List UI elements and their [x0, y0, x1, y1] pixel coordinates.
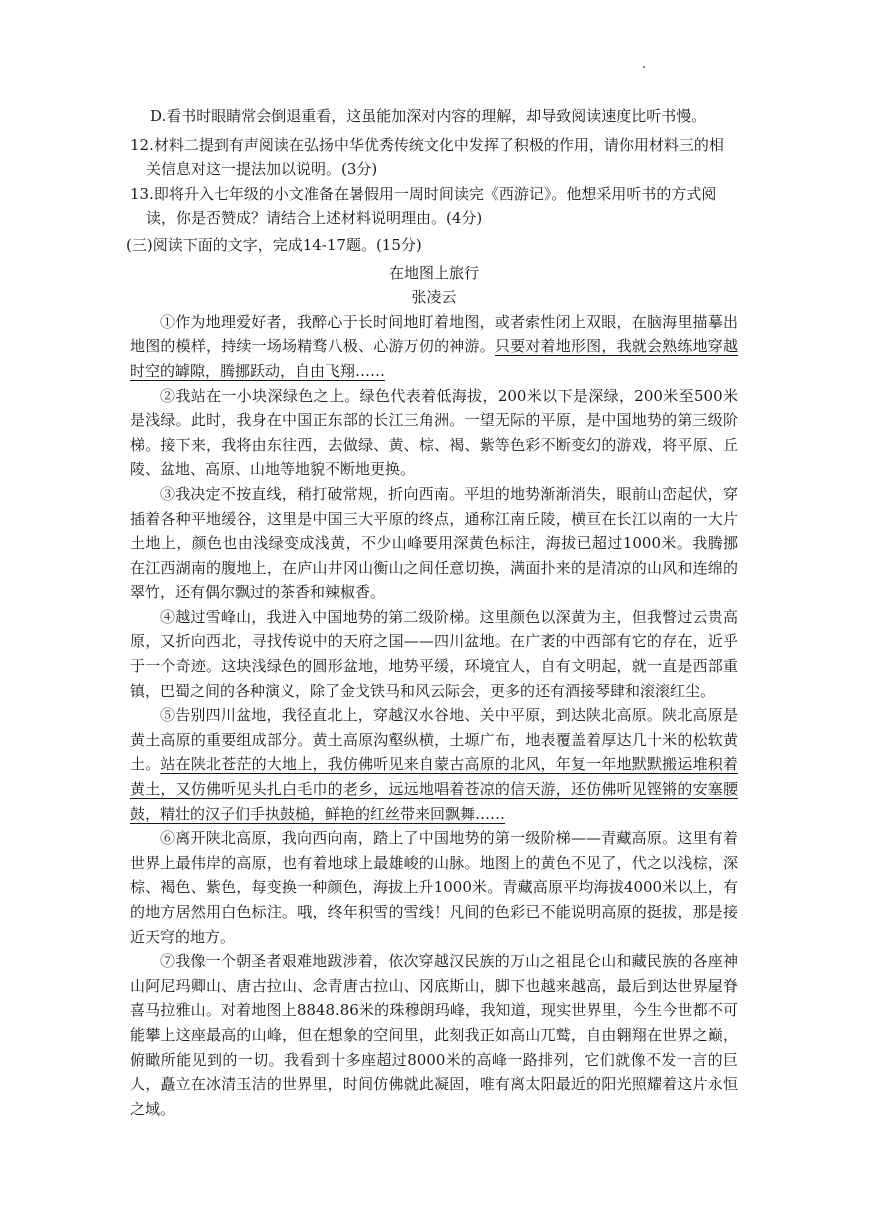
- page-dot-mark: [643, 66, 645, 68]
- answer-option-d: D.看书时眼睛常会倒退重看，这虽能加深对内容的理解，却导致阅读速度比听书慢。: [150, 107, 707, 125]
- paragraph-1-text: ①作为地理爱好者，我醉心于长时间地盯着地图，或者索性闭上双眼，在脑海里描摹出地图的模样，持续一场场精骛八极、心游万仞的神游。: [130, 312, 738, 356]
- paragraph-5: [130, 703, 738, 826]
- paragraph-1-underlined: 只要对着地形图，我就会熟练地穿越时空的罅隙，腾挪跃动，自由飞翔……: [130, 337, 738, 380]
- paragraph-5-underlined: 站在陕北苍茫的大地上，我仿佛听见来自蒙古高原的北风，年复一年地默默搬运堆积着黄土，又仿佛听见头扎白毛巾的老乡，远远地唱着苍凉的信天游，还仿佛听见铿锵的安塞腰鼓，精壮的汉子们手执鼓槌，鲜艳的红丝带来回飘舞……: [130, 755, 738, 823]
- question-13: 13.即将升入七年级的小文准备在暑假用一周时间读完《西游记》。他想采用听书的方式阅读，你是否赞成？请结合上述材料说明理由。(4分): [130, 184, 717, 228]
- paragraph-6: ⑥离开陕北高原，我向西向南，踏上了中国地势的第一级阶梯——青藏高原。这里有着世界上最伟岸的高原，也有着地球上最雄峻的山脉。地图上的黄色不见了，代之以浅棕，深棕、褐色、紫色，每变换一种颜色，海拔上升1000米。青藏高原平均海拔4000米以上，有的地方居然用白色标注。哦，终年积雪的雪线！凡间的色彩已不能说明高原的挺拔，那是接近天穹的地方。: [130, 829, 738, 946]
- document-page: [126, 104, 738, 1121]
- question-12: 12.材料二提到有声阅读在弘扬中华优秀传统文化中发挥了积极的作用，请你用材料三的相关信息对这一提法加以说明。(3分): [130, 135, 724, 179]
- paragraph-4: ④越过雪峰山，我进入中国地势的第二级阶梯。这里颜色以深黄为主，但我瞥过云贵高原，又折向西北，寻找传说中的天府之国——四川盆地。在广袤的中西部有它的存在，近乎于一个奇迹。这块浅绿色的圆形盆地，地势平缓，环境宜人，自有文明起，就一直是西部重镇，巴蜀之间的各种演义，除了金戈铁马和风云际会，更多的还有酒接琴肆和滚滚红尘。: [130, 607, 738, 700]
- paragraph-2: ②我站在一小块深绿色之上。绿色代表着低海拔，200米以下是深绿，200米至500米是浅绿。此时，我身在中国正东部的长江三角洲。一望无际的平原，是中国地势的第三级阶梯。接下来，我将由东往西，去做绿、黄、棕、褐、紫等色彩不断变幻的游戏，将平原、丘陵、盆地、高原、山地等地貌不断地更换。: [130, 386, 738, 479]
- paragraph-3: ③我决定不按直线，稍打破常规，折向西南。平坦的地势渐渐消失，眼前山峦起伏，穿插着各种平地缓谷，这里是中国三大平原的终点，通称江南丘陵，横亘在长江以南的一大片土地上，颜色也由浅绿变成浅黄，不少山峰要用深黄色标注，海拔已超过1000米。我腾挪在江西湖南的腹地上，在庐山井冈山衡山之间任意切换，满面扑来的是清凉的山风和连绵的翠竹，还有偶尔飘过的茶香和辣椒香。: [130, 484, 738, 602]
- section-heading: (三)阅读下面的文字，完成14-17题。(15分): [126, 235, 422, 254]
- article-title: 在地图上旅行: [388, 263, 479, 282]
- paragraph-5-text: ⑤告别四川盆地，我径直北上，穿越汉水谷地、关中平原，到达陕北高原。陕北高原是黄土高原的重要组成部分。黄土高原沟壑纵横，土塬广布，地表覆盖着厚达几十米的松软黄土。: [130, 706, 738, 774]
- article-author: 张凌云: [411, 288, 457, 307]
- paragraph-7: ⑦我像一个朝圣者艰难地跋涉着，依次穿越汉民族的万山之祖昆仑山和藏民族的各座神山阿尼玛卿山、唐古拉山、念青唐古拉山、冈底斯山，脚下也越来越高，最后到达世界屋脊喜马拉雅山。对着地图上8848.86米的珠穆朗玛峰，我知道，现实世界里，今生今世都不可能攀上这座最高的山峰，但在想象的空间里，此刻我正如高山兀鹫，自由翱翔在世界之巅，俯瞰所能见到的一切。我看到十多座超过8000米的高峰一路排列，它们就像不发一言的巨人，矗立在冰清玉洁的世界里，时间仿佛就此凝固，唯有离太阳最近的阳光照耀着这片永恒之域。: [130, 952, 738, 1118]
- paragraph-1: [130, 310, 738, 384]
